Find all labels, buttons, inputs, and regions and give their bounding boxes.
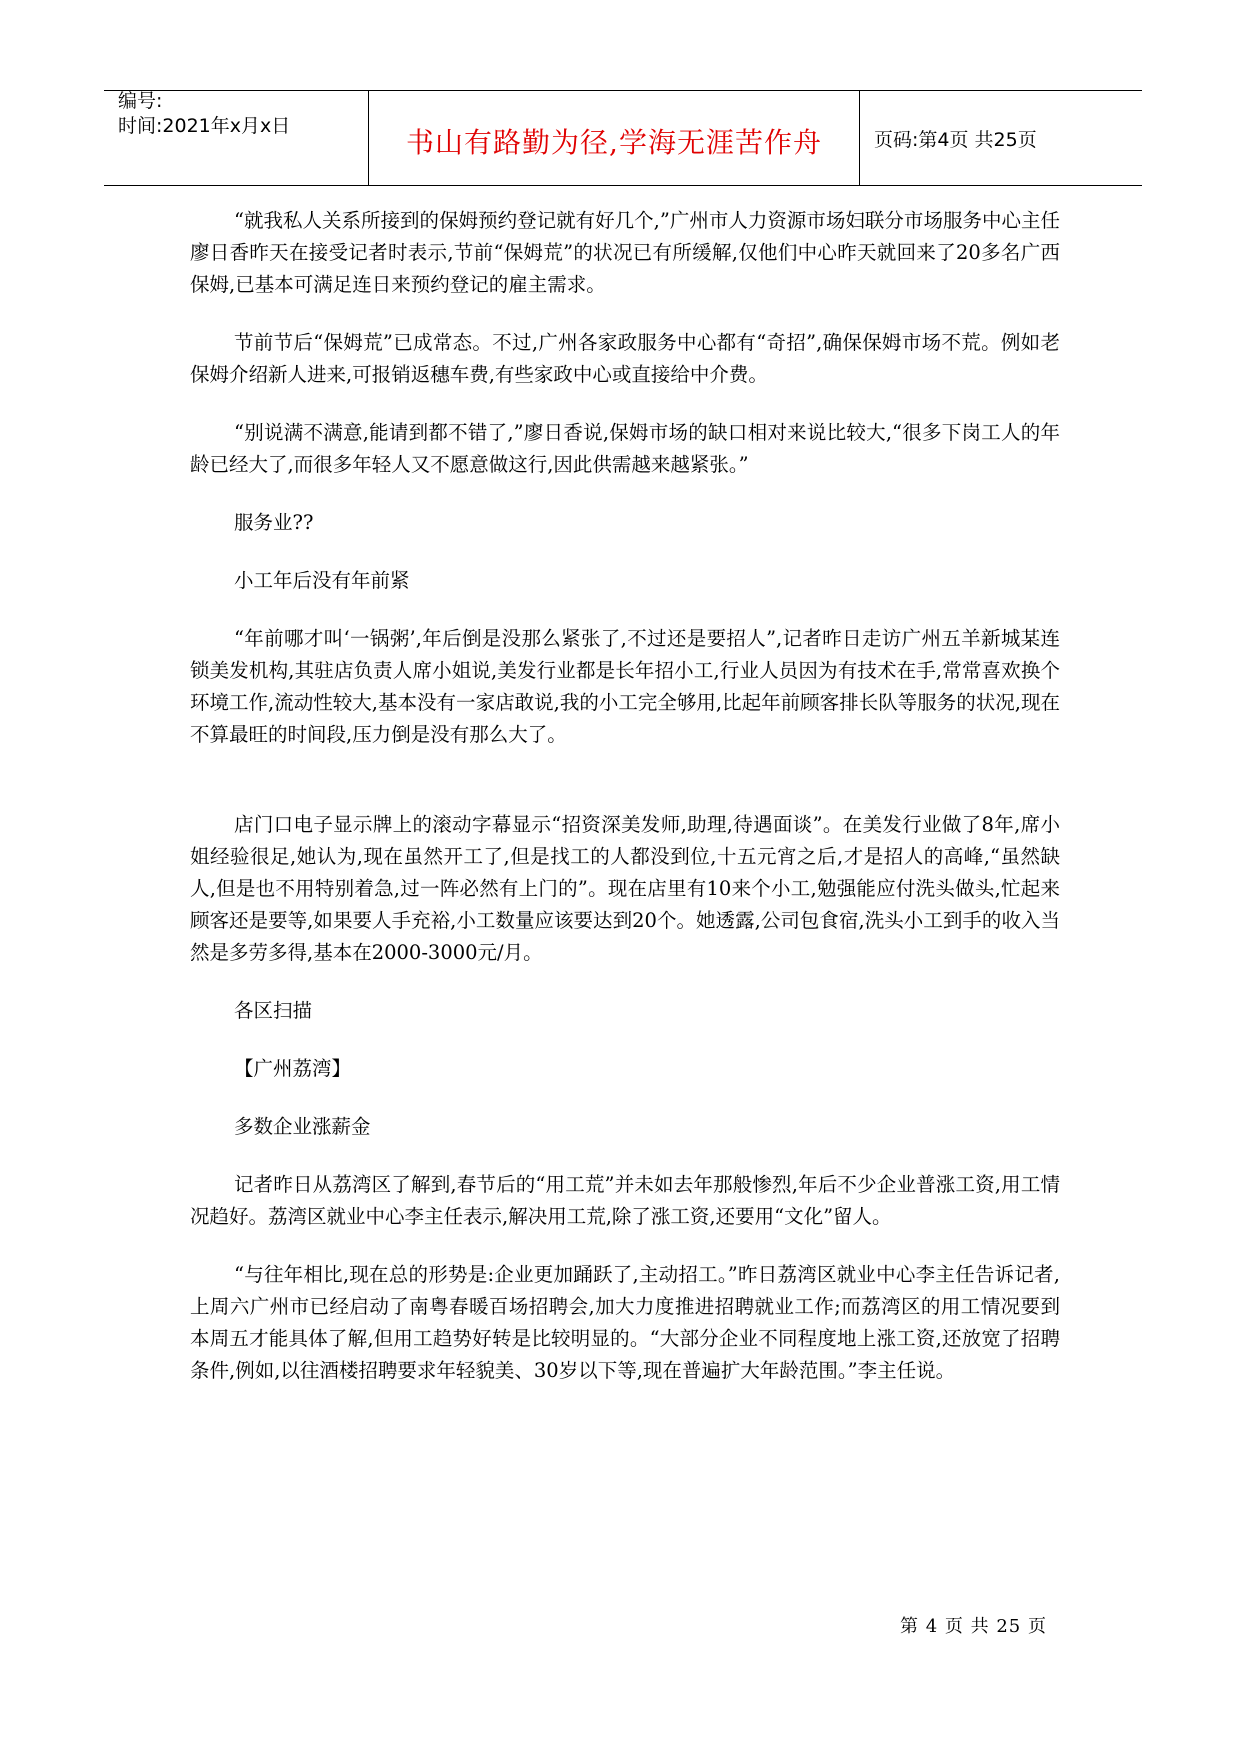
article-body	[190, 205, 1060, 1413]
page-info: 页码:第4页 共25页	[874, 129, 1037, 151]
paragraph: 记者昨日从荔湾区了解到,春节后的“用工荒”并未如去年那般惨烈,年后不少企业普涨工资,用工情况趋好。荔湾区就业中心李主任表示,解决用工荒,除了涨工资,还要用“文化”留人。	[190, 1173, 1060, 1228]
subheading: 多数企业涨薪金	[234, 1115, 371, 1138]
section-heading: 服务业??	[234, 511, 314, 534]
section-heading: 各区扫描	[234, 999, 313, 1022]
header-table	[104, 90, 1142, 186]
number-label: 编号:	[118, 90, 163, 112]
paragraph: “与往年相比,现在总的形势是:企业更加踊跃了,主动招工。”昨日荔湾区就业中心李主任告诉记者,上周六广州市已经启动了南粤春暖百场招聘会,加大力度推进招聘就业工作;而荔湾区的用工情况要到本周五才能具体了解,但用工趋势好转是比较明显的。“大部分企业不同程度地上涨工资,还放宽了招聘条件,例如,以往酒楼招聘要求年轻貌美、30岁以下等,现在普遍扩大年龄范围。”李主任说。	[190, 1263, 1060, 1382]
subheading: 小工年后没有年前紧	[234, 569, 410, 592]
paragraph: “就我私人关系所接到的保姆预约登记就有好几个,”广州市人力资源市场妇联分市场服务中心主任廖日香昨天在接受记者时表示,节前“保姆荒”的状况已有所缓解,仅他们中心昨天就回来了20多名广西保姆,已基本可满足连日来预约登记的雇主需求。	[190, 209, 1060, 296]
region-heading: 【广州荔湾】	[234, 1057, 352, 1080]
time-label: 时间:2021年x月x日	[118, 115, 291, 137]
paragraph: “别说满不满意,能请到都不错了,”廖日香说,保姆市场的缺口相对来说比较大,“很多下岗工人的年龄已经大了,而很多年轻人又不愿意做这行,因此供需越来越紧张。”	[190, 421, 1060, 476]
header-right-cell	[860, 91, 1142, 185]
header-left-cell	[104, 91, 368, 185]
page-footer: 第 4 页 共 25 页	[900, 1616, 1047, 1637]
header-motto-cell	[368, 91, 860, 185]
paragraph: 节前节后“保姆荒”已成常态。不过,广州各家政服务中心都有“奇招”,确保保姆市场不荒。例如老保姆介绍新人进来,可报销返穗车费,有些家政中心或直接给中介费。	[190, 331, 1060, 386]
paragraph: “年前哪才叫‘一锅粥’,年后倒是没那么紧张了,不过还是要招人”,记者昨日走访广州五羊新城某连锁美发机构,其驻店负责人席小姐说,美发行业都是长年招小工,行业人员因为有技术在手,常常喜欢换个环境工作,流动性较大,基本没有一家店敢说,我的小工完全够用,比起年前顾客排长队等服务的状况,现在不算最旺的时间段,压力倒是没有那么大了。	[190, 627, 1060, 746]
paragraph: 店门口电子显示牌上的滚动字幕显示“招资深美发师,助理,待遇面谈”。在美发行业做了8年,席小姐经验很足,她认为,现在虽然开工了,但是找工的人都没到位,十五元宵之后,才是招人的高峰,“虽然缺人,但是也不用特别着急,过一阵必然有上门的”。现在店里有10来个小工,勉强能应付洗头做头,忙起来顾客还是要等,如果要人手充裕,小工数量应该要达到20个。她透露,公司包食宿,洗头小工到手的收入当然是多劳多得,基本在2000-3000元/月。	[190, 813, 1060, 964]
motto: 书山有路勤为径,学海无涯苦作舟	[406, 126, 822, 159]
